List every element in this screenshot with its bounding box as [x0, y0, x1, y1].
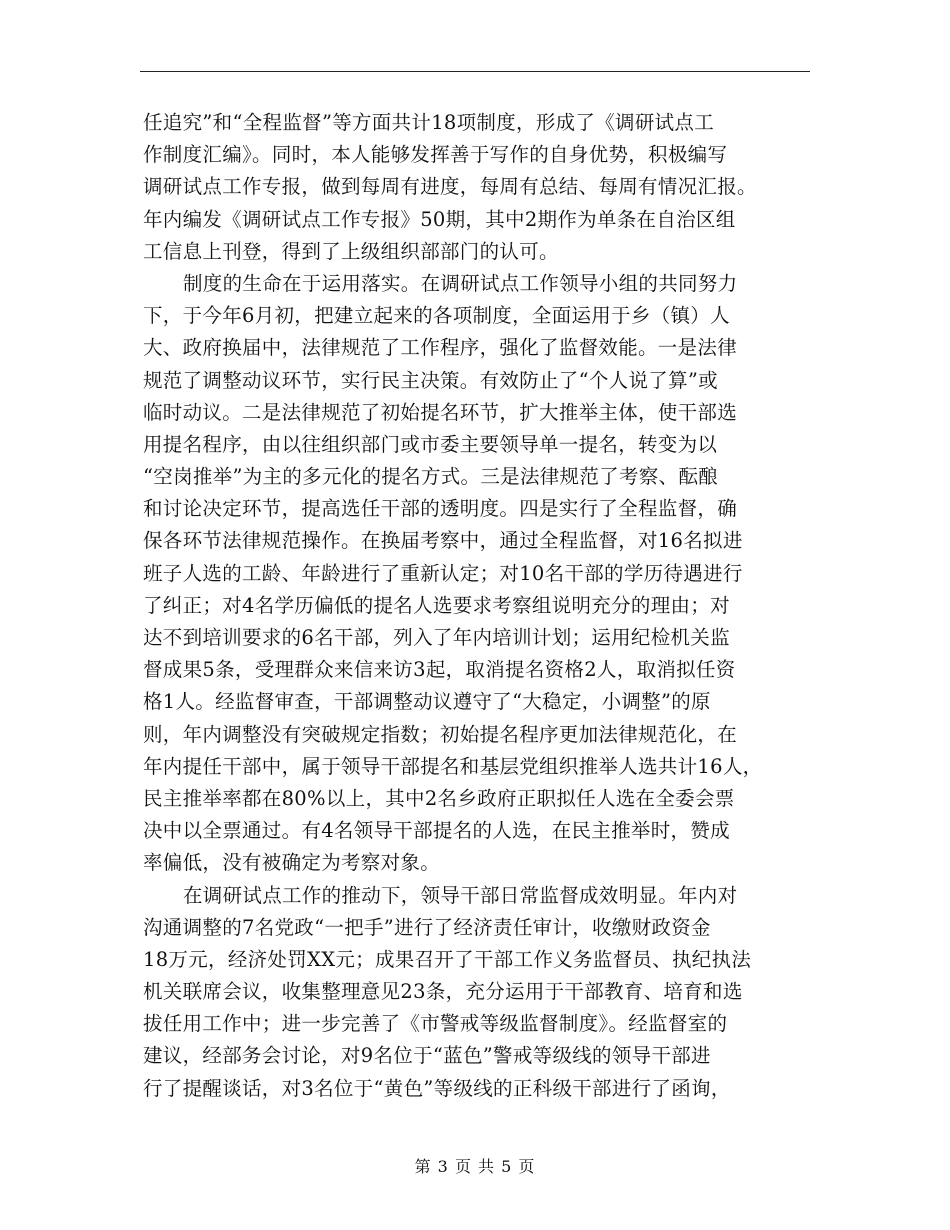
- text-line: 18万元，经济处罚XX元；成果召开了干部工作义务监督员、执纪执法: [143, 947, 752, 971]
- text-line: 下，于今年6月初，把建立起来的各项制度，全面运用于乡（镇）人: [143, 304, 730, 328]
- text-line: 规范了调整动议环节，实行民主决策。有效防止了“个人说了算”或: [143, 368, 718, 392]
- text-line: “空岗推举”为主的多元化的提名方式。三是法律规范了考察、酝酿: [143, 465, 718, 489]
- text-line: 达不到培训要求的6名干部，列入了年内培训计划；运用纪检机关监: [143, 626, 730, 649]
- text-line: 作制度汇编》。同时，本人能够发挥善于写作的自身优势，积极编写: [143, 143, 728, 167]
- text-line: 年内提任干部中，属于领导干部提名和基层党组织推举人选共计16人，: [143, 754, 763, 778]
- document-body: [143, 107, 813, 1105]
- text-line: 民主推举率都在80%以上，其中2名乡政府正职拟任人选在全委会票: [143, 786, 735, 810]
- header-rule: [140, 71, 810, 72]
- text-line: 调研试点工作专报，做到每周有进度，每周有总结、每周有情况汇报。: [143, 175, 757, 199]
- text-line: 大、政府换届中，法律规范了工作程序，强化了监督效能。一是法律: [143, 336, 738, 360]
- text-line: 率偏低，没有被确定为考察对象。: [143, 851, 441, 875]
- paragraph-start-line: 制度的生命在于运用落实。在调研试点工作领导小组的共同努力: [183, 271, 738, 295]
- text-line: 年内编发《调研试点工作专报》50期，其中2期作为单条在自治区组: [143, 207, 736, 231]
- text-line: 机关联席会议，收集整理意见23条，充分运用于干部教育、培育和选: [143, 980, 743, 1004]
- text-line: 决中以全票通过。有4名领导干部提名的人选，在民主推举时，赞成: [143, 819, 730, 843]
- text-line: 行了提醒谈话，对3名位于“黄色”等级线的正科级干部进行了函询，: [143, 1076, 731, 1100]
- text-line: 拔任用工作中；进一步完善了《市警戒等级监督制度》。经监督室的: [143, 1012, 728, 1036]
- text-line: 督成果5条，受理群众来信来访3起，取消提名资格2人，取消拟任资: [143, 658, 736, 682]
- page-number-footer: 第 3 页 共 5 页: [414, 1157, 536, 1176]
- text-line: 建议，经部务会讨论，对9名位于“蓝色”警戒等级线的领导干部进: [143, 1044, 711, 1068]
- text-line: 任追究”和“全程监督”等方面共计18项制度，形成了《调研试点工: [143, 111, 715, 134]
- text-line: 班子人选的工龄、年龄进行了重新认定；对10名干部的学历待遇进行: [143, 561, 743, 585]
- text-line: 保各环节法律规范操作。在换届考察中，通过全程监督，对16名拟进: [143, 529, 743, 553]
- text-line: 格1人。经监督审查，干部调整动议遵守了“大稳定，小调整”的原: [143, 690, 711, 714]
- text-line: 和讨论决定环节，提高选任干部的透明度。四是实行了全程监督，确: [143, 497, 738, 521]
- text-line: 临时动议。二是法律规范了初始提名环节，扩大推举主体，使干部选: [143, 400, 738, 424]
- text-line: 则，年内调整没有突破规定指数；初始提名程序更加法律规范化，在: [143, 722, 738, 746]
- text-line: 沟通调整的7名党政“一把手”进行了经济责任审计，收缴财政资金: [143, 915, 711, 939]
- text-line: 用提名程序，由以往组织部门或市委主要领导单一提名，转变为以: [143, 432, 718, 456]
- paragraph-start-line: 在调研试点工作的推动下，领导干部日常监督成效明显。年内对: [183, 883, 738, 907]
- text-line: 了纠正；对4名学历偏低的提名人选要求考察组说明充分的理由；对: [143, 593, 730, 617]
- text-line: 工信息上刊登，得到了上级组织部部门的认可。: [143, 239, 559, 263]
